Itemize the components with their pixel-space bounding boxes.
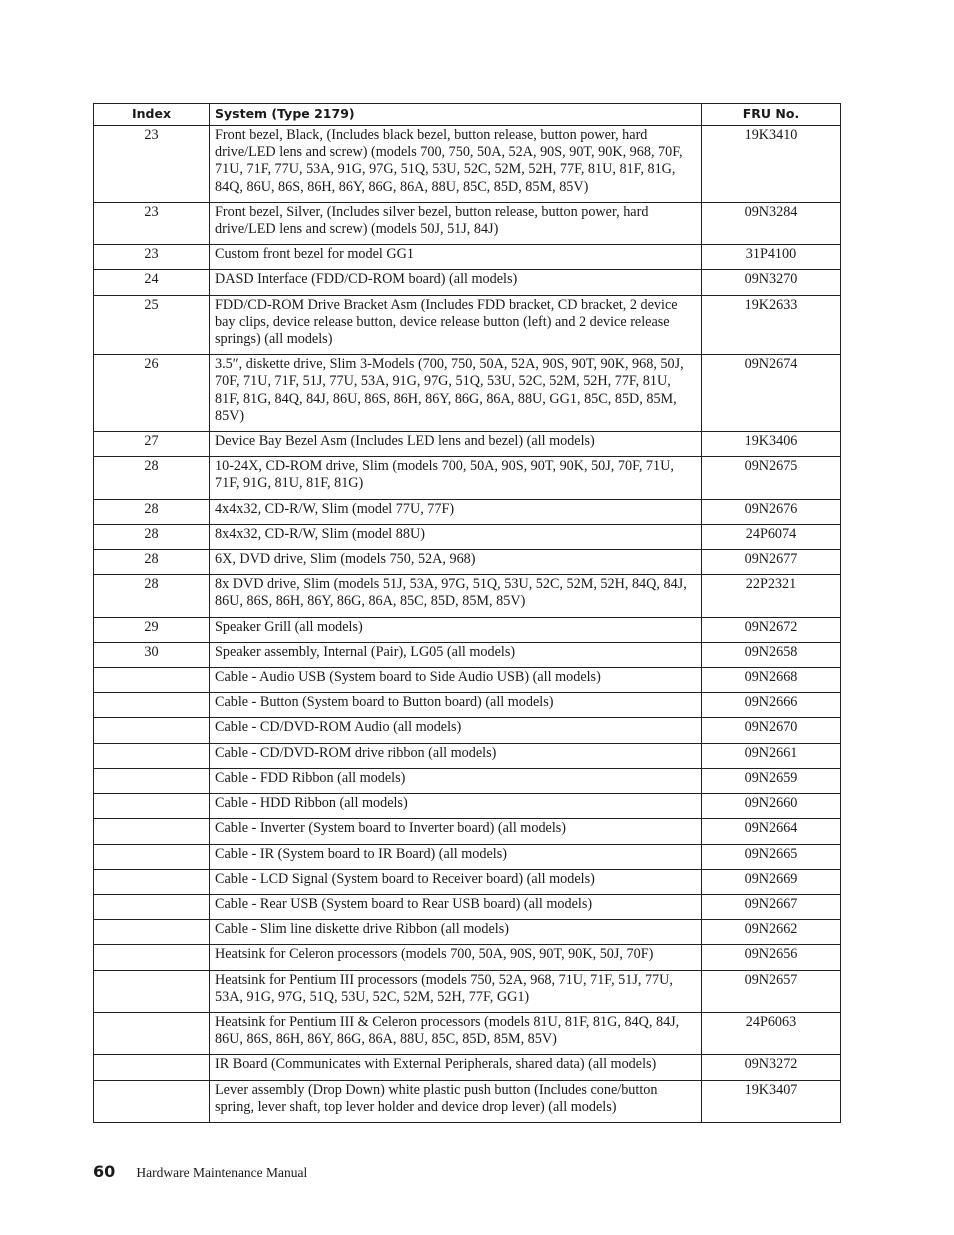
table-row xyxy=(94,499,841,524)
header-row xyxy=(94,104,841,126)
table-row xyxy=(94,945,841,970)
fru-number-cell: 09N2668 xyxy=(702,668,841,693)
fru-number-cell: 31P4100 xyxy=(702,245,841,270)
fru-number-cell: 09N2677 xyxy=(702,550,841,575)
index-cell xyxy=(94,819,210,844)
description-cell: 6X, DVD drive, Slim (models 750, 52A, 968) xyxy=(210,550,702,575)
description-cell: 4x4x32, CD-R/W, Slim (model 77U, 77F) xyxy=(210,499,702,524)
table-row xyxy=(94,920,841,945)
table-row xyxy=(94,768,841,793)
table-row xyxy=(94,457,841,499)
index-cell: 28 xyxy=(94,550,210,575)
index-cell: 28 xyxy=(94,524,210,549)
fru-number-cell: 09N2662 xyxy=(702,920,841,945)
table-row xyxy=(94,550,841,575)
fru-number-cell: 19K3406 xyxy=(702,432,841,457)
description-cell: Cable - CD/DVD-ROM drive ribbon (all models) xyxy=(210,743,702,768)
index-cell xyxy=(94,743,210,768)
description-cell: Speaker Grill (all models) xyxy=(210,617,702,642)
index-cell: 28 xyxy=(94,499,210,524)
index-cell: 28 xyxy=(94,457,210,499)
fru-number-cell: 09N2670 xyxy=(702,718,841,743)
table-row xyxy=(94,524,841,549)
description-cell: Cable - FDD Ribbon (all models) xyxy=(210,768,702,793)
page-number: 60 xyxy=(93,1162,116,1181)
description-cell: Device Bay Bezel Asm (Includes LED lens and bezel) (all models) xyxy=(210,432,702,457)
description-cell: Cable - Audio USB (System board to Side Audio USB) (all models) xyxy=(210,668,702,693)
table-row xyxy=(94,1055,841,1080)
table-row xyxy=(94,575,841,617)
index-cell xyxy=(94,718,210,743)
table-row xyxy=(94,126,841,203)
index-cell xyxy=(94,768,210,793)
table-row xyxy=(94,668,841,693)
description-cell: DASD Interface (FDD/CD-ROM board) (all models) xyxy=(210,270,702,295)
description-cell: Heatsink for Pentium III processors (models 750, 52A, 968, 71U, 71F, 51J, 77U, 53A, 91G, 97G, 51Q, 53U, 52C, 52M, 52H, 77F, GG1) xyxy=(210,970,702,1012)
index-cell: 28 xyxy=(94,575,210,617)
fru-number-cell: 09N2661 xyxy=(702,743,841,768)
description-cell: Front bezel, Silver, (Includes silver bezel, button release, button power, hard drive/LED lens and screw) (models 50J, 51J, 84J) xyxy=(210,202,702,244)
manual-title: Hardware Maintenance Manual xyxy=(136,1165,308,1180)
system-column-header: System (Type 2179) xyxy=(210,104,702,126)
table-row xyxy=(94,819,841,844)
fru-number-cell: 09N2664 xyxy=(702,819,841,844)
table-row xyxy=(94,743,841,768)
table-row xyxy=(94,245,841,270)
fru-number-cell: 09N3284 xyxy=(702,202,841,244)
description-cell: 3.5″, diskette drive, Slim 3-Models (700, 750, 50A, 52A, 90S, 90T, 90K, 968, 50J, 70F, 71U, 71F, 51J, 77U, 53A, 91G, 97G, 51Q, 53U, 52C, 52M, 52H, 77F, 81U, 81F, 81G, 84Q, 84J, 86U, 86S, 86H, 86Y, 86G, 86A, 88U, GG1, 85C, 85D, 85M, 85V) xyxy=(210,355,702,432)
page-footer xyxy=(93,1162,307,1181)
description-cell: Cable - CD/DVD-ROM Audio (all models) xyxy=(210,718,702,743)
description-cell: Cable - LCD Signal (System board to Receiver board) (all models) xyxy=(210,869,702,894)
index-cell: 23 xyxy=(94,126,210,203)
fru-parts-table xyxy=(93,103,841,1123)
index-cell: 23 xyxy=(94,245,210,270)
table-row xyxy=(94,432,841,457)
index-cell xyxy=(94,693,210,718)
description-cell: FDD/CD-ROM Drive Bracket Asm (Includes FDD bracket, CD bracket, 2 device bay clips, device release button, device release button (left) and 2 device release springs) (all models) xyxy=(210,295,702,355)
description-cell: 8x4x32, CD-R/W, Slim (model 88U) xyxy=(210,524,702,549)
fru-number-cell: 22P2321 xyxy=(702,575,841,617)
description-cell: Front bezel, Black, (Includes black bezel, button release, button power, hard drive/LED lens and screw) (models 700, 750, 50A, 52A, 90S, 90T, 90K, 968, 70F, 71U, 71F, 77U, 53A, 91G, 97G, 51Q, 53U, 52C, 52M, 52H, 77F, 81U, 81F, 81G, 84Q, 86U, 86S, 86H, 86Y, 86G, 86A, 88U, 85C, 85D, 85M, 85V) xyxy=(210,126,702,203)
fru-number-cell: 09N2657 xyxy=(702,970,841,1012)
table-row xyxy=(94,295,841,355)
table-row xyxy=(94,642,841,667)
index-cell xyxy=(94,1080,210,1122)
fru-number-cell: 24P6063 xyxy=(702,1012,841,1054)
table-row xyxy=(94,1012,841,1054)
index-cell: 27 xyxy=(94,432,210,457)
fru-column-header: FRU No. xyxy=(702,104,841,126)
fru-number-cell: 19K3410 xyxy=(702,126,841,203)
description-cell: 10-24X, CD-ROM drive, Slim (models 700, 50A, 90S, 90T, 90K, 50J, 70F, 71U, 71F, 91G, 81U, 81F, 81G) xyxy=(210,457,702,499)
table-row xyxy=(94,202,841,244)
index-cell xyxy=(94,1055,210,1080)
index-cell: 25 xyxy=(94,295,210,355)
fru-number-cell: 09N2669 xyxy=(702,869,841,894)
description-cell: Cable - HDD Ribbon (all models) xyxy=(210,794,702,819)
fru-number-cell: 09N2658 xyxy=(702,642,841,667)
index-cell xyxy=(94,794,210,819)
description-cell: Cable - IR (System board to IR Board) (all models) xyxy=(210,844,702,869)
table-row xyxy=(94,355,841,432)
index-cell xyxy=(94,894,210,919)
description-cell: Cable - Inverter (System board to Inverter board) (all models) xyxy=(210,819,702,844)
fru-number-cell: 09N2672 xyxy=(702,617,841,642)
table-body xyxy=(94,126,841,1123)
index-cell: 29 xyxy=(94,617,210,642)
fru-number-cell: 09N2659 xyxy=(702,768,841,793)
table-row xyxy=(94,970,841,1012)
table-row xyxy=(94,794,841,819)
table-row xyxy=(94,718,841,743)
description-cell: Heatsink for Pentium III & Celeron processors (models 81U, 81F, 81G, 84Q, 84J, 86U, 86S, 86H, 86Y, 86G, 86A, 88U, 85C, 85D, 85M, 85V) xyxy=(210,1012,702,1054)
description-cell: Cable - Button (System board to Button board) (all models) xyxy=(210,693,702,718)
index-cell: 26 xyxy=(94,355,210,432)
index-cell xyxy=(94,945,210,970)
fru-number-cell: 09N2676 xyxy=(702,499,841,524)
description-cell: Custom front bezel for model GG1 xyxy=(210,245,702,270)
description-cell: Cable - Rear USB (System board to Rear USB board) (all models) xyxy=(210,894,702,919)
table-row xyxy=(94,270,841,295)
fru-number-cell: 09N2674 xyxy=(702,355,841,432)
index-cell xyxy=(94,844,210,869)
table-row xyxy=(94,693,841,718)
table-row xyxy=(94,617,841,642)
description-cell: IR Board (Communicates with External Peripherals, shared data) (all models) xyxy=(210,1055,702,1080)
description-cell: 8x DVD drive, Slim (models 51J, 53A, 97G, 51Q, 53U, 52C, 52M, 52H, 84Q, 84J, 86U, 86S, 86H, 86Y, 86G, 86A, 85C, 85D, 85M, 85V) xyxy=(210,575,702,617)
fru-number-cell: 09N2666 xyxy=(702,693,841,718)
index-cell xyxy=(94,970,210,1012)
description-cell: Speaker assembly, Internal (Pair), LG05 (all models) xyxy=(210,642,702,667)
index-cell xyxy=(94,1012,210,1054)
index-cell: 24 xyxy=(94,270,210,295)
fru-number-cell: 19K2633 xyxy=(702,295,841,355)
fru-number-cell: 19K3407 xyxy=(702,1080,841,1122)
index-cell: 30 xyxy=(94,642,210,667)
table-row xyxy=(94,894,841,919)
fru-number-cell: 09N2665 xyxy=(702,844,841,869)
table-row xyxy=(94,844,841,869)
fru-number-cell: 09N2660 xyxy=(702,794,841,819)
index-column-header: Index xyxy=(94,104,210,126)
index-cell xyxy=(94,668,210,693)
index-cell: 23 xyxy=(94,202,210,244)
description-cell: Cable - Slim line diskette drive Ribbon (all models) xyxy=(210,920,702,945)
fru-number-cell: 09N2656 xyxy=(702,945,841,970)
fru-number-cell: 24P6074 xyxy=(702,524,841,549)
description-cell: Lever assembly (Drop Down) white plastic push button (Includes cone/button spring, lever shaft, top lever holder and device drop lever) (all models) xyxy=(210,1080,702,1122)
fru-number-cell: 09N2675 xyxy=(702,457,841,499)
table-row xyxy=(94,869,841,894)
fru-number-cell: 09N2667 xyxy=(702,894,841,919)
index-cell xyxy=(94,920,210,945)
fru-number-cell: 09N3272 xyxy=(702,1055,841,1080)
fru-number-cell: 09N3270 xyxy=(702,270,841,295)
table-row xyxy=(94,1080,841,1122)
description-cell: Heatsink for Celeron processors (models 700, 50A, 90S, 90T, 90K, 50J, 70F) xyxy=(210,945,702,970)
table-header xyxy=(94,104,841,126)
index-cell xyxy=(94,869,210,894)
